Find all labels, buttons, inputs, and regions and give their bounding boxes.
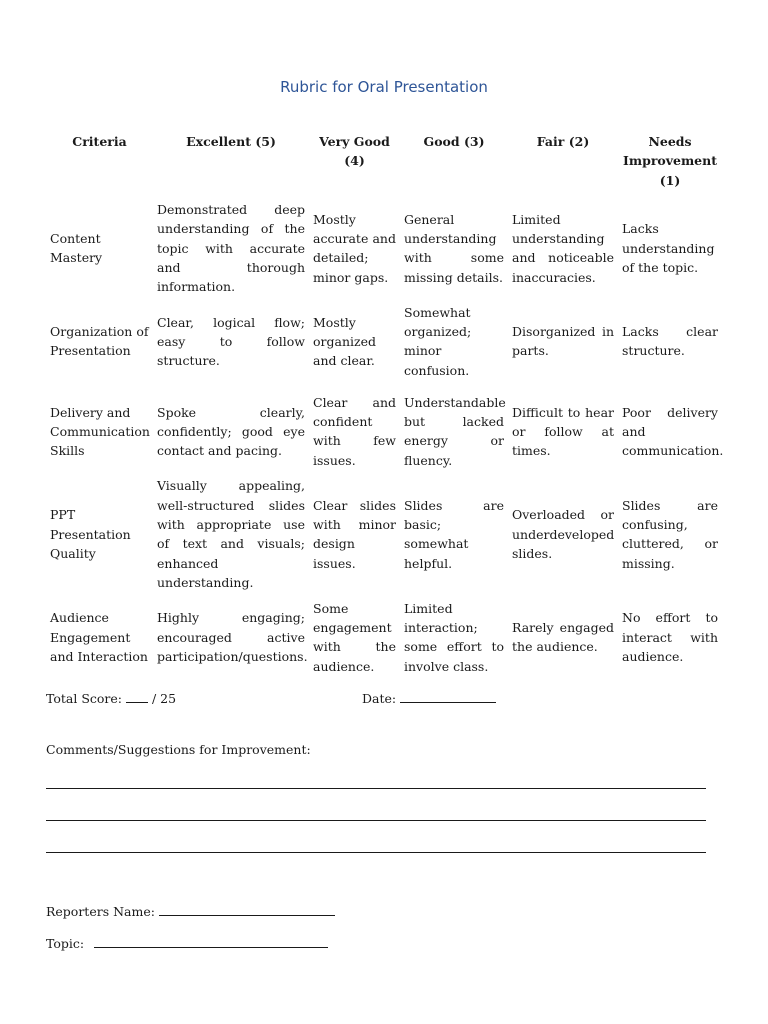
- needs-improvement-cell: Poor delivery and communication.: [622, 404, 724, 459]
- excellent-cell: Visually appealing, well-structured slides with appropriate use of text and visuals; enhanced understanding.: [157, 478, 305, 590]
- rubric-table: [46, 132, 722, 682]
- date-line: [362, 690, 496, 706]
- total-score-suffix: / 25: [151, 691, 177, 706]
- reporter-name-field[interactable]: [159, 903, 335, 916]
- fair-cell: Limited understanding and noticeable inaccuracies.: [512, 211, 614, 285]
- topic-field[interactable]: [94, 935, 328, 948]
- very-good-cell: Some engagement with the audience.: [313, 600, 396, 674]
- very-good-cell: Mostly accurate and detailed; minor gaps.: [313, 211, 396, 285]
- header-fair: Fair (2): [536, 134, 590, 149]
- total-score-label: Total Score:: [46, 691, 123, 706]
- needs-improvement-cell: Lacks understanding of the topic.: [622, 221, 715, 275]
- good-cell: Slides are basic; somewhat helpful.: [404, 497, 504, 571]
- excellent-cell: Spoke clearly, confidently; good eye contact and pacing.: [157, 404, 305, 459]
- table-row: [46, 476, 722, 592]
- header-good: Good (3): [423, 134, 485, 149]
- needs-improvement-cell: Lacks clear structure.: [622, 324, 718, 359]
- fair-cell: Disorganized in parts.: [512, 324, 614, 359]
- table-row: [46, 296, 722, 386]
- header-needs-improvement: Needs Improvement (1): [623, 134, 717, 188]
- header-excellent: Excellent (5): [186, 134, 276, 149]
- very-good-cell: Mostly organized and clear.: [313, 314, 376, 369]
- good-cell: General understanding with some missing details.: [404, 211, 504, 285]
- topic-line: [46, 935, 328, 951]
- comments-label: Comments/Suggestions for Improvement:: [46, 742, 311, 757]
- good-cell: Limited interaction; some effort to involve class.: [404, 600, 504, 674]
- header-very-good: Very Good (4): [319, 134, 390, 169]
- total-score-field[interactable]: [126, 690, 148, 703]
- excellent-cell: Demonstrated deep understanding of the topic with accurate and thorough information.: [157, 202, 305, 295]
- table-header-row: [46, 132, 722, 200]
- reporter-name-line: [46, 903, 335, 919]
- table-row: [46, 386, 722, 476]
- comment-line[interactable]: [46, 820, 706, 821]
- excellent-cell: Highly engaging; encouraged active participation/questions.: [157, 610, 308, 664]
- topic-label: Topic:: [46, 936, 85, 951]
- criteria-cell: Organization of Presentation: [50, 324, 149, 359]
- fair-cell: Difficult to hear or follow at times.: [512, 404, 614, 459]
- table-row: [46, 200, 722, 296]
- table-row: [46, 592, 722, 682]
- header-criteria: Criteria: [72, 134, 127, 149]
- total-score-line: [46, 690, 176, 706]
- good-cell: Understandable but lacked energy or fluency.: [404, 394, 506, 468]
- criteria-cell: Audience Engagement and Interaction: [50, 610, 148, 664]
- criteria-cell: Content Mastery: [50, 230, 103, 266]
- criteria-cell: PPT Presentation Quality: [50, 507, 131, 562]
- date-label: Date:: [362, 691, 397, 706]
- very-good-cell: Clear slides with minor design issues.: [313, 497, 396, 571]
- good-cell: Somewhat organized; minor confusion.: [404, 304, 472, 378]
- fair-cell: Overloaded or underdeveloped slides.: [512, 507, 615, 562]
- comment-line[interactable]: [46, 852, 706, 853]
- reporter-name-label: Reporters Name:: [46, 904, 155, 919]
- needs-improvement-cell: Slides are confusing, cluttered, or missing.: [622, 497, 718, 571]
- criteria-cell: Delivery and Communication Skills: [50, 404, 150, 459]
- excellent-cell: Clear, logical flow; easy to follow structure.: [157, 314, 305, 369]
- very-good-cell: Clear and confident with few issues.: [313, 394, 396, 468]
- needs-improvement-cell: No effort to interact with audience.: [622, 610, 718, 664]
- page-title: Rubric for Oral Presentation: [280, 78, 488, 96]
- date-field[interactable]: [400, 690, 496, 703]
- comment-line[interactable]: [46, 788, 706, 789]
- fair-cell: Rarely engaged the audience.: [512, 619, 614, 655]
